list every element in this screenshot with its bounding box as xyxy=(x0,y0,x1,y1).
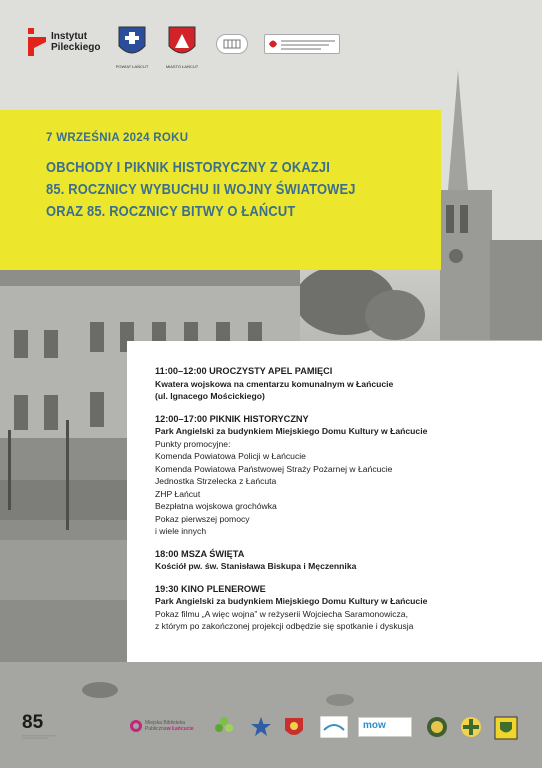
event-location: (ul. Ignacego Mościckiego) xyxy=(155,391,265,401)
event-time-heading: 18:00 MSZA ŚWIĘTA xyxy=(155,548,245,559)
schedule-card xyxy=(127,341,542,662)
event-detail: Pokaz pierwszej pomocy xyxy=(155,513,250,524)
crest2-caption: MIASTO ŁAŃCUT xyxy=(165,64,199,69)
powiat-crest-icon xyxy=(118,26,146,60)
event-time-heading: 19:30 KINO PLENEROWE xyxy=(155,583,266,594)
library-logo xyxy=(130,720,194,732)
library-ring-icon xyxy=(130,720,142,732)
fire-brigade-icon xyxy=(283,716,305,740)
event-detail: ZHP Łańcut xyxy=(155,488,201,499)
anniversary-sub-icon xyxy=(22,735,56,740)
miasto-crest-icon xyxy=(168,26,196,60)
police-star-icon xyxy=(250,716,272,738)
institute-line1: Instytut xyxy=(51,31,88,42)
anniversary-85-logo: 85 xyxy=(22,712,44,733)
footer-logos xyxy=(0,700,542,768)
library-line2: Publiczna xyxy=(145,726,167,732)
event-detail: Komenda Powiatowa Policji w Łańcucie xyxy=(155,451,306,461)
mow-logo: mow xyxy=(358,717,412,737)
event-detail: i wiele innych xyxy=(155,526,207,536)
event-detail: Jednostka Strzelecka z Łańcuta xyxy=(155,476,277,486)
yellow-shield-icon xyxy=(494,716,518,740)
strzelec-badge-icon xyxy=(426,716,448,738)
event-location: Kościół pw. św. Stanisława Biskupa i Męczennika xyxy=(155,561,357,571)
event-title xyxy=(46,157,424,223)
event-location: Kwatera wojskowa na cmentarzu komunalnym w Łańcucie xyxy=(155,378,394,389)
event-detail: z którym po zakończonej projekcji odbędzie się spotkanie i dyskusja xyxy=(155,621,414,631)
event-banner xyxy=(0,110,441,270)
event-location: Park Angielski za budynkiem Miejskiego Domu Kultury w Łańcucie xyxy=(155,596,428,606)
event-item xyxy=(155,365,542,403)
institute-line2: Pileckiego xyxy=(51,42,101,53)
event-date: 7 WRZEŚNIA 2024 ROKU xyxy=(46,132,189,144)
mdk-logo-icon xyxy=(216,34,248,54)
title-line1: OBCHODY I PIKNIK HISTORYCZNY Z OKAZJI xyxy=(46,159,330,176)
instytut-pileckiego-logo xyxy=(28,28,100,56)
event-time-heading: 12:00–17:00 PIKNIK HISTORYCZNY xyxy=(155,413,309,424)
instytut-pileckiego-mark-icon xyxy=(28,28,46,56)
stowarzyszenie-logo-icon xyxy=(264,34,340,54)
title-line3: ORAZ 85. ROCZNICY BITWY O ŁAŃCUT xyxy=(46,203,296,220)
crest1-caption: POWIAT ŁAŃCUT xyxy=(115,64,149,69)
event-list xyxy=(155,365,542,633)
mdk-footer-icon xyxy=(320,716,348,738)
library-line2b: w Łańcucie xyxy=(166,726,194,732)
event-detail: Punkty promocyjne: xyxy=(155,438,231,449)
event-location: Park Angielski za budynkiem Miejskiego Domu Kultury w Łańcucie xyxy=(155,426,428,436)
event-detail: Pokaz filmu „A więc wojna” w reżyserii Wojciecha Saramonowicza, xyxy=(155,608,408,619)
zhp-cross-icon xyxy=(460,716,482,738)
library-line1: Miejska Biblioteka xyxy=(145,720,186,726)
event-item xyxy=(155,413,542,538)
green-flower-icon xyxy=(214,716,234,736)
title-line2: 85. ROCZNICY WYBUCHU II WOJNY ŚWIATOWEJ xyxy=(46,181,356,198)
event-item xyxy=(155,583,542,633)
event-detail: Komenda Powiatowa Państwowej Straży Pożarnej w Łańcucie xyxy=(155,463,393,474)
event-time-heading: 11:00–12:00 UROCZYSTY APEL PAMIĘCI xyxy=(155,366,333,376)
event-detail: Bezpłatna wojskowa grochówka xyxy=(155,501,277,511)
event-item xyxy=(155,548,542,573)
header-logos xyxy=(0,0,542,90)
